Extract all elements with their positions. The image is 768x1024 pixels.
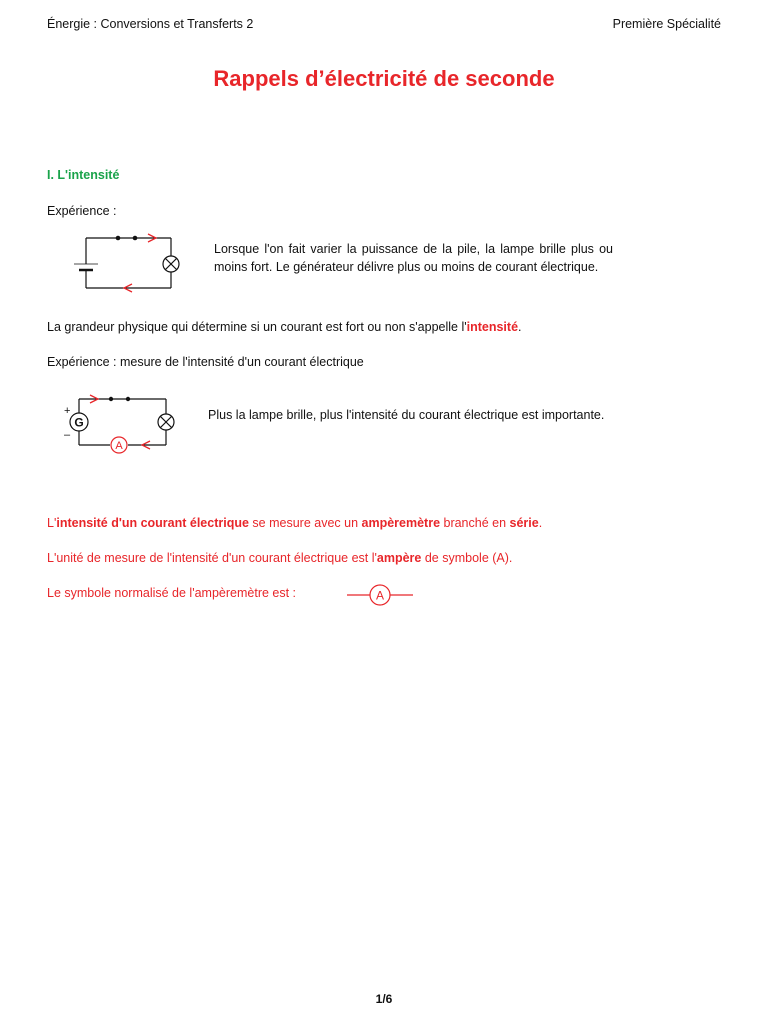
- definition-text: La grandeur physique qui détermine si un courant est fort ou non s'appelle l': [47, 320, 467, 334]
- ammeter-symbol: [345, 583, 417, 609]
- rule-2-text: de symbole (A).: [421, 551, 513, 565]
- section-heading: I. L'intensité: [47, 168, 120, 182]
- rule-ammeter-symbol: Le symbole normalisé de l'ampèremètre est :: [47, 586, 297, 600]
- lamp-icon: [158, 414, 174, 430]
- page-number: 1/6: [375, 992, 393, 1006]
- rule-1-bold: intensité d'un courant électrique: [56, 516, 249, 530]
- generator-letter: G: [74, 415, 84, 430]
- rule-1-text: se mesure avec un: [248, 516, 362, 530]
- plus-sign: +: [64, 405, 71, 417]
- ammeter-symbol-letter: A: [375, 588, 385, 603]
- experience-1-text: Lorsque l'on fait varier la puissance de la pile, la lampe brille plus ou moins fort. Le générateur délivre plus ou moins de courant électrique.: [214, 242, 613, 274]
- rule-1-text: branché en: [440, 516, 510, 530]
- circuit-diagram-1: [60, 228, 190, 298]
- circuit-diagram-2: [58, 390, 188, 460]
- definition-sentence: [47, 320, 522, 334]
- rule-1-text: .: [538, 516, 543, 530]
- definition-end: .: [518, 320, 522, 334]
- header-left: Énergie : Conversions et Transferts 2: [47, 17, 254, 31]
- lamp-icon: [163, 256, 179, 272]
- page-title: Rappels d’électricité de seconde: [213, 66, 555, 91]
- ammeter-icon: [111, 437, 127, 453]
- experience-2-text: Plus la lampe brille, plus l'intensité du courant électrique est importante.: [208, 408, 605, 422]
- rule-2-bold: ampère: [376, 551, 422, 565]
- rule-ammeter-series: [47, 516, 542, 530]
- switch-dot-icon: [109, 397, 113, 401]
- minus-sign: –: [64, 429, 71, 441]
- ammeter-letter: A: [115, 440, 123, 452]
- header-right: Première Spécialité: [612, 17, 721, 31]
- switch-dot-icon: [126, 397, 130, 401]
- rule-1-bold: ampèremètre: [361, 516, 441, 530]
- rule-unit-ampere: [47, 551, 512, 565]
- rule-2-text: L'unité de mesure de l'intensité d'un courant électrique est l': [47, 551, 377, 565]
- experience-1-label: Expérience :: [47, 204, 117, 218]
- rule-1-bold: série: [509, 516, 539, 530]
- switch-dot-icon: [133, 236, 138, 241]
- generator-icon: [70, 413, 88, 431]
- definition-term: intensité: [466, 320, 519, 334]
- rule-1-text: L': [47, 516, 57, 530]
- switch-dot-icon: [116, 236, 121, 241]
- battery-icon: [74, 264, 98, 270]
- experience-2-label: Expérience : mesure de l'intensité d'un courant électrique: [47, 355, 364, 369]
